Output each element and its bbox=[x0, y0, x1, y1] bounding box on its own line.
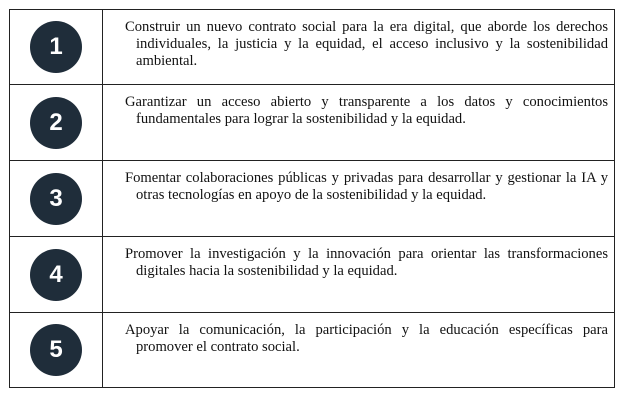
number-cell bbox=[10, 237, 103, 313]
number-badge: 2 bbox=[30, 97, 82, 149]
recommendations-table bbox=[9, 9, 615, 388]
text-cell bbox=[103, 237, 615, 313]
number-badge: 4 bbox=[30, 249, 82, 301]
table-row bbox=[10, 237, 615, 313]
text-cell bbox=[103, 10, 615, 85]
number-cell bbox=[10, 161, 103, 237]
table-row bbox=[10, 10, 615, 85]
number-badge: 5 bbox=[30, 324, 82, 376]
item-text: Fomentar colaboraciones públicas y privadas para desarrollar y gestionar la IA y otras tecnologías en apoyo de la sostenibilidad y la equidad. bbox=[125, 170, 608, 203]
item-text: Garantizar un acceso abierto y transparente a los datos y conocimientos fundamentales para lograr la sostenibilidad y la equidad. bbox=[125, 94, 608, 127]
text-cell bbox=[103, 161, 615, 237]
item-text: Apoyar la comunicación, la participación y la educación específicas para promover el contrato social. bbox=[125, 322, 608, 355]
item-text: Construir un nuevo contrato social para la era digital, que aborde los derechos individuales, la justicia y la equidad, el acceso inclusivo y la sostenibilidad ambiental. bbox=[125, 19, 608, 69]
number-cell bbox=[10, 85, 103, 161]
text-cell bbox=[103, 313, 615, 388]
number-badge: 3 bbox=[30, 173, 82, 225]
table-row bbox=[10, 313, 615, 388]
text-cell bbox=[103, 85, 615, 161]
number-cell bbox=[10, 10, 103, 85]
table-row bbox=[10, 161, 615, 237]
number-cell bbox=[10, 313, 103, 388]
table-row bbox=[10, 85, 615, 161]
item-text: Promover la investigación y la innovación para orientar las transformaciones digitales hacia la sostenibilidad y la equidad. bbox=[125, 246, 608, 279]
number-badge: 1 bbox=[30, 21, 82, 73]
